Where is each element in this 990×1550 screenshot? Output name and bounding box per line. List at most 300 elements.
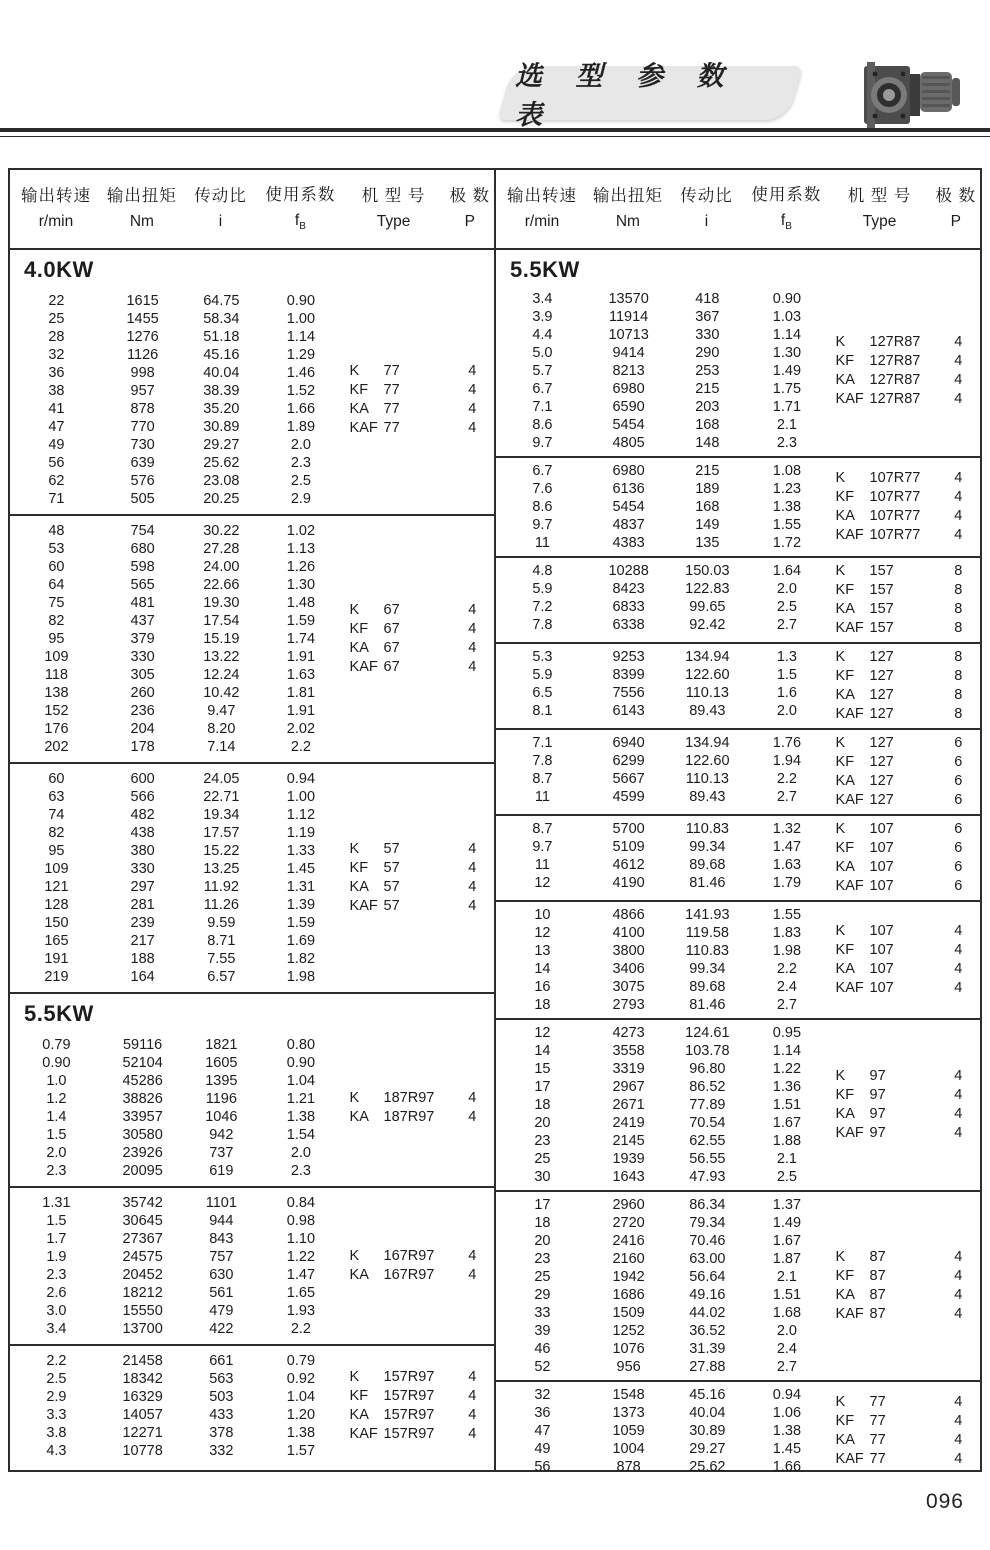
data-rows (10, 1352, 342, 1460)
data-cell: 8213 (612, 363, 645, 379)
data-cell: 7.1 (532, 399, 553, 415)
data-cell: 23 (534, 1133, 551, 1149)
data-cell: 330 (130, 649, 155, 665)
type-model-number: 127 (869, 773, 894, 789)
data-cell: 281 (130, 897, 155, 913)
data-cell: 148 (695, 435, 720, 451)
data-cell: 1.5 (776, 667, 797, 683)
data-cell: 1.6 (776, 685, 797, 701)
data-cell: 24.00 (203, 559, 240, 575)
data-cell: 86.34 (689, 1197, 726, 1213)
type-row (828, 1067, 980, 1086)
data-cell: 2419 (612, 1115, 645, 1131)
data-cell: 3406 (612, 961, 645, 977)
table-row (10, 1194, 342, 1212)
type-list (828, 906, 980, 1014)
type-row (828, 1305, 980, 1324)
data-cell: 44.02 (689, 1305, 726, 1321)
type-row (828, 581, 980, 600)
data-cell: 38.39 (203, 383, 240, 399)
data-cell: 598 (130, 559, 155, 575)
data-cell: 944 (209, 1213, 234, 1229)
data-cell: 1.37 (772, 1197, 802, 1213)
data-cell: 29.27 (203, 437, 240, 453)
pole-count: 8 (954, 668, 963, 684)
data-cell: 1455 (126, 311, 159, 327)
data-rows (496, 734, 828, 810)
data-cell: 49.16 (689, 1287, 726, 1303)
table-column-left (10, 250, 496, 1470)
type-designation (828, 1412, 937, 1431)
data-cell: 45286 (122, 1073, 163, 1089)
data-cell: 297 (130, 879, 155, 895)
data-cell: 2.02 (286, 721, 316, 737)
data-cell: 1.47 (286, 1267, 316, 1283)
type-model-number: 77 (383, 401, 400, 417)
data-cell: 7556 (612, 685, 645, 701)
table-row (10, 522, 342, 540)
data-cell: 878 (130, 401, 155, 417)
type-list (828, 1196, 980, 1376)
type-model-number: 107R77 (869, 527, 921, 543)
type-designation (828, 1450, 937, 1469)
type-model-number: 57 (383, 841, 400, 857)
data-rows (496, 562, 828, 638)
data-cell: 1.14 (772, 327, 802, 343)
type-prefix: KA (349, 1109, 369, 1125)
data-cell: 6980 (612, 381, 645, 397)
data-cell: 2.5 (46, 1371, 67, 1387)
data-cell: 164 (130, 969, 155, 985)
pole-count: 4 (468, 1426, 477, 1442)
data-cell: 1.31 (42, 1195, 71, 1211)
data-cell: 1.76 (772, 735, 802, 751)
type-prefix: K (835, 821, 846, 837)
pole-count: 4 (468, 1090, 477, 1106)
data-cell: 957 (130, 383, 155, 399)
gearmotor-icon (862, 52, 962, 138)
data-cell: 60 (48, 559, 65, 575)
gear-series-block (496, 642, 980, 728)
data-cell: 2.9 (46, 1389, 67, 1405)
data-cell: 5.0 (532, 345, 553, 361)
data-cell: 1.38 (772, 1423, 802, 1439)
data-cell: 576 (130, 473, 155, 489)
data-cell: 124.61 (685, 1025, 730, 1041)
data-cell: 118 (44, 667, 68, 683)
data-cell: 45.16 (203, 347, 240, 363)
data-rows (10, 292, 342, 508)
data-cell: 178 (130, 739, 155, 755)
type-prefix: KA (349, 401, 369, 417)
table-row (496, 788, 828, 806)
data-rows (10, 522, 342, 756)
data-cell: 8.71 (207, 933, 236, 949)
type-model-number: 127 (869, 754, 894, 770)
data-rows (10, 770, 342, 986)
data-cell: 1.82 (286, 951, 316, 967)
data-cell: 13570 (608, 291, 649, 307)
data-cell: 215 (695, 381, 720, 397)
data-cell: 0.94 (286, 771, 316, 787)
data-cell: 1.32 (772, 821, 802, 837)
type-row (828, 600, 980, 619)
data-cell: 1.83 (772, 925, 802, 941)
table-row (10, 738, 342, 756)
data-cell: 22 (48, 293, 65, 309)
data-cell: 45.16 (689, 1387, 726, 1403)
pole-count: 4 (954, 1125, 963, 1141)
type-row (828, 1412, 980, 1431)
table-row (10, 400, 342, 418)
table-row (10, 418, 342, 436)
data-cell: 380 (130, 843, 155, 859)
type-row (828, 877, 980, 896)
data-cell: 6.7 (532, 381, 553, 397)
data-cell: 433 (209, 1407, 234, 1423)
data-cell: 138 (44, 685, 69, 701)
type-prefix: KA (835, 687, 855, 703)
type-designation (342, 658, 451, 677)
type-designation (828, 1431, 937, 1450)
data-cell: 5.7 (532, 363, 553, 379)
data-cell: 20 (534, 1115, 551, 1131)
data-cell: 1.59 (286, 915, 316, 931)
type-designation (342, 419, 451, 438)
data-cell: 260 (130, 685, 155, 701)
type-designation (828, 705, 937, 724)
header-label-unit: Nm (615, 212, 640, 230)
pole-count: 6 (954, 773, 963, 789)
pole-count: 4 (468, 841, 477, 857)
header-col-ratio (182, 184, 259, 234)
data-cell: 13.22 (203, 649, 240, 665)
type-designation (828, 839, 937, 858)
data-cell: 24.05 (203, 771, 240, 787)
type-prefix: KF (835, 754, 855, 770)
type-prefix: KAF (349, 659, 378, 675)
gear-series-block (10, 1344, 494, 1466)
table-row (496, 1150, 828, 1168)
data-cell: 2.6 (46, 1285, 67, 1301)
data-cell: 5700 (612, 821, 645, 837)
data-cell: 6.7 (532, 463, 553, 479)
data-cell: 1.54 (286, 1127, 316, 1143)
data-cell: 119.58 (685, 925, 729, 941)
type-prefix: K (349, 841, 360, 857)
type-row (828, 390, 980, 409)
pole-count: 8 (954, 563, 963, 579)
data-cell: 39 (534, 1323, 551, 1339)
table-row (10, 1212, 342, 1230)
data-cell: 56 (534, 1459, 551, 1475)
data-cell: 481 (130, 595, 155, 611)
data-cell: 2.3 (290, 455, 311, 471)
data-cell: 71 (48, 491, 65, 507)
data-cell: 1.08 (772, 463, 802, 479)
table-row (496, 1340, 828, 1358)
data-cell: 89.43 (689, 703, 726, 719)
type-row (342, 840, 494, 859)
table-row (496, 1024, 828, 1042)
table-row (496, 1232, 828, 1250)
data-cell: 1.59 (286, 613, 316, 629)
type-prefix: KF (349, 621, 369, 637)
table-row (10, 648, 342, 666)
data-cell: 9.7 (532, 517, 553, 533)
table-row (10, 770, 342, 788)
type-designation (828, 1286, 937, 1305)
type-model-number: 167R97 (383, 1248, 435, 1264)
type-model-number: 107R77 (869, 489, 921, 505)
table-row (10, 968, 342, 986)
data-cell: 1.04 (286, 1389, 316, 1405)
type-designation (828, 858, 937, 877)
data-cell: 9253 (612, 649, 645, 665)
data-cell: 103.78 (685, 1043, 730, 1059)
data-cell: 1548 (612, 1387, 645, 1403)
data-cell: 10778 (122, 1443, 163, 1459)
table-row (10, 824, 342, 842)
data-cell: 1.3 (776, 649, 797, 665)
data-cell: 1.5 (46, 1213, 67, 1229)
table-row (10, 806, 342, 824)
table-row (496, 290, 828, 308)
data-cell: 49 (534, 1441, 551, 1457)
data-cell: 9.7 (532, 435, 553, 451)
data-cell: 2.0 (776, 703, 797, 719)
type-designation (828, 600, 937, 619)
data-cell: 0.90 (42, 1055, 71, 1071)
header-col-torque (102, 184, 182, 234)
table-row (496, 702, 828, 720)
data-cell: 6299 (612, 753, 645, 769)
data-cell: 942 (209, 1127, 234, 1143)
type-prefix: KAF (835, 980, 864, 996)
header-label-unit: r/min (524, 212, 560, 230)
power-section (10, 992, 494, 1466)
type-list (828, 648, 980, 724)
data-cell: 99.34 (689, 839, 726, 855)
header-label-cn: 输出扭矩 (106, 187, 177, 206)
type-model-number: 87 (869, 1306, 886, 1322)
data-cell: 33 (534, 1305, 551, 1321)
type-prefix: KA (835, 1106, 855, 1122)
data-cell: 1.20 (286, 1407, 316, 1423)
data-cell: 99.65 (689, 599, 726, 615)
data-cell: 23 (534, 1251, 551, 1267)
type-designation (342, 381, 451, 400)
type-model-number: 157R97 (383, 1369, 435, 1385)
header-label-cn: 输出扭矩 (592, 187, 663, 206)
table-row (496, 820, 828, 838)
data-cell: 4273 (612, 1025, 645, 1041)
gear-series-block (10, 286, 494, 514)
table-row (10, 1320, 342, 1338)
type-model-number: 107 (869, 980, 894, 996)
data-cell: 0.95 (772, 1025, 802, 1041)
data-cell: 639 (130, 455, 155, 471)
data-cell: 561 (209, 1285, 234, 1301)
pole-count: 4 (954, 353, 963, 369)
type-prefix: KAF (835, 527, 864, 543)
data-cell: 56 (48, 455, 65, 471)
data-cell: 1.03 (772, 309, 802, 325)
type-row (828, 1086, 980, 1105)
data-cell: 8423 (612, 581, 645, 597)
data-cell: 1.12 (286, 807, 316, 823)
pole-count: 4 (954, 508, 963, 524)
type-row (828, 507, 980, 526)
data-cell: 1.81 (286, 685, 316, 701)
data-cell: 1.06 (772, 1405, 802, 1421)
type-row (828, 979, 980, 998)
type-designation (828, 562, 937, 581)
table-row (496, 1440, 828, 1458)
data-cell: 0.90 (286, 293, 316, 309)
data-cell: 8.20 (207, 721, 236, 737)
data-cell: 1126 (127, 347, 159, 363)
data-cell: 141.93 (685, 907, 730, 923)
type-row (828, 1248, 980, 1267)
data-cell: 422 (209, 1321, 234, 1337)
header-label-unit: $f_B$ (780, 211, 792, 233)
data-cell: 1509 (612, 1305, 645, 1321)
data-cell: 110.83 (685, 943, 729, 959)
table-row (10, 1388, 342, 1406)
type-model-number: 127 (869, 706, 894, 722)
pole-count: 4 (954, 923, 963, 939)
pole-count: 4 (954, 1451, 963, 1467)
data-cell: 11 (534, 535, 550, 551)
table-row (10, 720, 342, 738)
type-row (828, 1124, 980, 1143)
type-designation (828, 507, 937, 526)
type-model-number: 107 (869, 821, 894, 837)
data-cell: 18 (534, 1097, 551, 1113)
data-cell: 1.67 (772, 1115, 802, 1131)
table-row (10, 860, 342, 878)
gear-series-block (496, 456, 980, 556)
table-row (496, 684, 828, 702)
table-row (496, 380, 828, 398)
type-row (828, 772, 980, 791)
data-cell: 1.02 (286, 523, 316, 539)
data-cell: 2.1 (776, 417, 797, 433)
data-cell: 418 (695, 291, 720, 307)
data-cell: 25.62 (203, 455, 240, 471)
data-cell: 95 (48, 843, 65, 859)
type-model-number: 127 (869, 649, 894, 665)
type-designation (342, 840, 451, 859)
type-row (828, 371, 980, 390)
type-model-number: 187R97 (383, 1090, 435, 1106)
data-rows (496, 906, 828, 1014)
type-prefix: K (835, 735, 846, 751)
data-cell: 18212 (122, 1285, 163, 1301)
header-label-cn: 传动比 (680, 187, 733, 206)
type-list (828, 1386, 980, 1476)
type-model-number: 97 (869, 1106, 886, 1122)
data-cell: 12271 (122, 1425, 163, 1441)
pole-count: 4 (954, 1249, 963, 1265)
data-rows (496, 1024, 828, 1186)
table-row (10, 1442, 342, 1460)
data-cell: 25 (534, 1269, 551, 1285)
header-label-cn: 机 型 号 (361, 187, 426, 206)
gear-series-block (496, 900, 980, 1018)
type-designation (828, 667, 937, 686)
data-cell: 482 (130, 807, 155, 823)
table-row (10, 950, 342, 968)
type-designation (828, 877, 937, 896)
data-cell: 6980 (612, 463, 645, 479)
type-model-number: 67 (383, 659, 400, 675)
header-col-type (342, 184, 446, 234)
data-cell: 4383 (612, 535, 645, 551)
table-row (496, 924, 828, 942)
data-cell: 2.0 (776, 581, 797, 597)
type-designation (342, 1425, 451, 1444)
pole-count: 4 (468, 1248, 477, 1264)
table-column-right (496, 250, 980, 1475)
data-cell: 1939 (612, 1151, 645, 1167)
data-cell: 1373 (612, 1405, 645, 1421)
data-cell: 8.6 (532, 499, 553, 515)
data-cell: 64 (48, 577, 65, 593)
header-label-unit: r/min (38, 212, 74, 230)
type-row (828, 562, 980, 581)
data-cell: 1942 (612, 1269, 645, 1285)
table-row (496, 1214, 828, 1232)
header-label-cn: 输出转速 (506, 187, 577, 206)
data-cell: 3558 (612, 1043, 645, 1059)
type-row (828, 753, 980, 772)
type-designation (828, 686, 937, 705)
type-model-number: 107 (869, 961, 894, 977)
data-cell: 16329 (122, 1389, 163, 1405)
data-cell: 1004 (612, 1441, 645, 1457)
data-cell: 2.5 (776, 599, 797, 615)
type-prefix: KAF (349, 420, 378, 436)
type-row (342, 1108, 494, 1127)
data-cell: 2.0 (46, 1145, 67, 1161)
data-cell: 121 (44, 879, 69, 895)
type-model-number: 87 (869, 1268, 886, 1284)
data-cell: 1.51 (772, 1287, 802, 1303)
data-cell: 168 (695, 499, 720, 515)
table-row (10, 702, 342, 720)
data-cell: 15.22 (203, 843, 240, 859)
table-row (10, 666, 342, 684)
data-cell: 188 (130, 951, 155, 967)
data-cell: 2.3 (46, 1163, 67, 1179)
data-cell: 1821 (205, 1037, 238, 1053)
type-row (828, 352, 980, 371)
data-cell: 5.3 (532, 649, 553, 665)
table-row (10, 1424, 342, 1442)
data-cell: 1.00 (286, 789, 316, 805)
data-cell: 176 (44, 721, 69, 737)
data-cell: 2.3 (46, 1267, 67, 1283)
data-cell: 81.46 (689, 997, 726, 1013)
pole-count: 8 (954, 649, 963, 665)
data-cell: 438 (130, 825, 155, 841)
page-title: 选 型 参 数 表 (515, 61, 737, 130)
pole-count: 4 (954, 961, 963, 977)
header-label-unit: Type (862, 212, 897, 230)
type-model-number: 67 (383, 640, 400, 656)
